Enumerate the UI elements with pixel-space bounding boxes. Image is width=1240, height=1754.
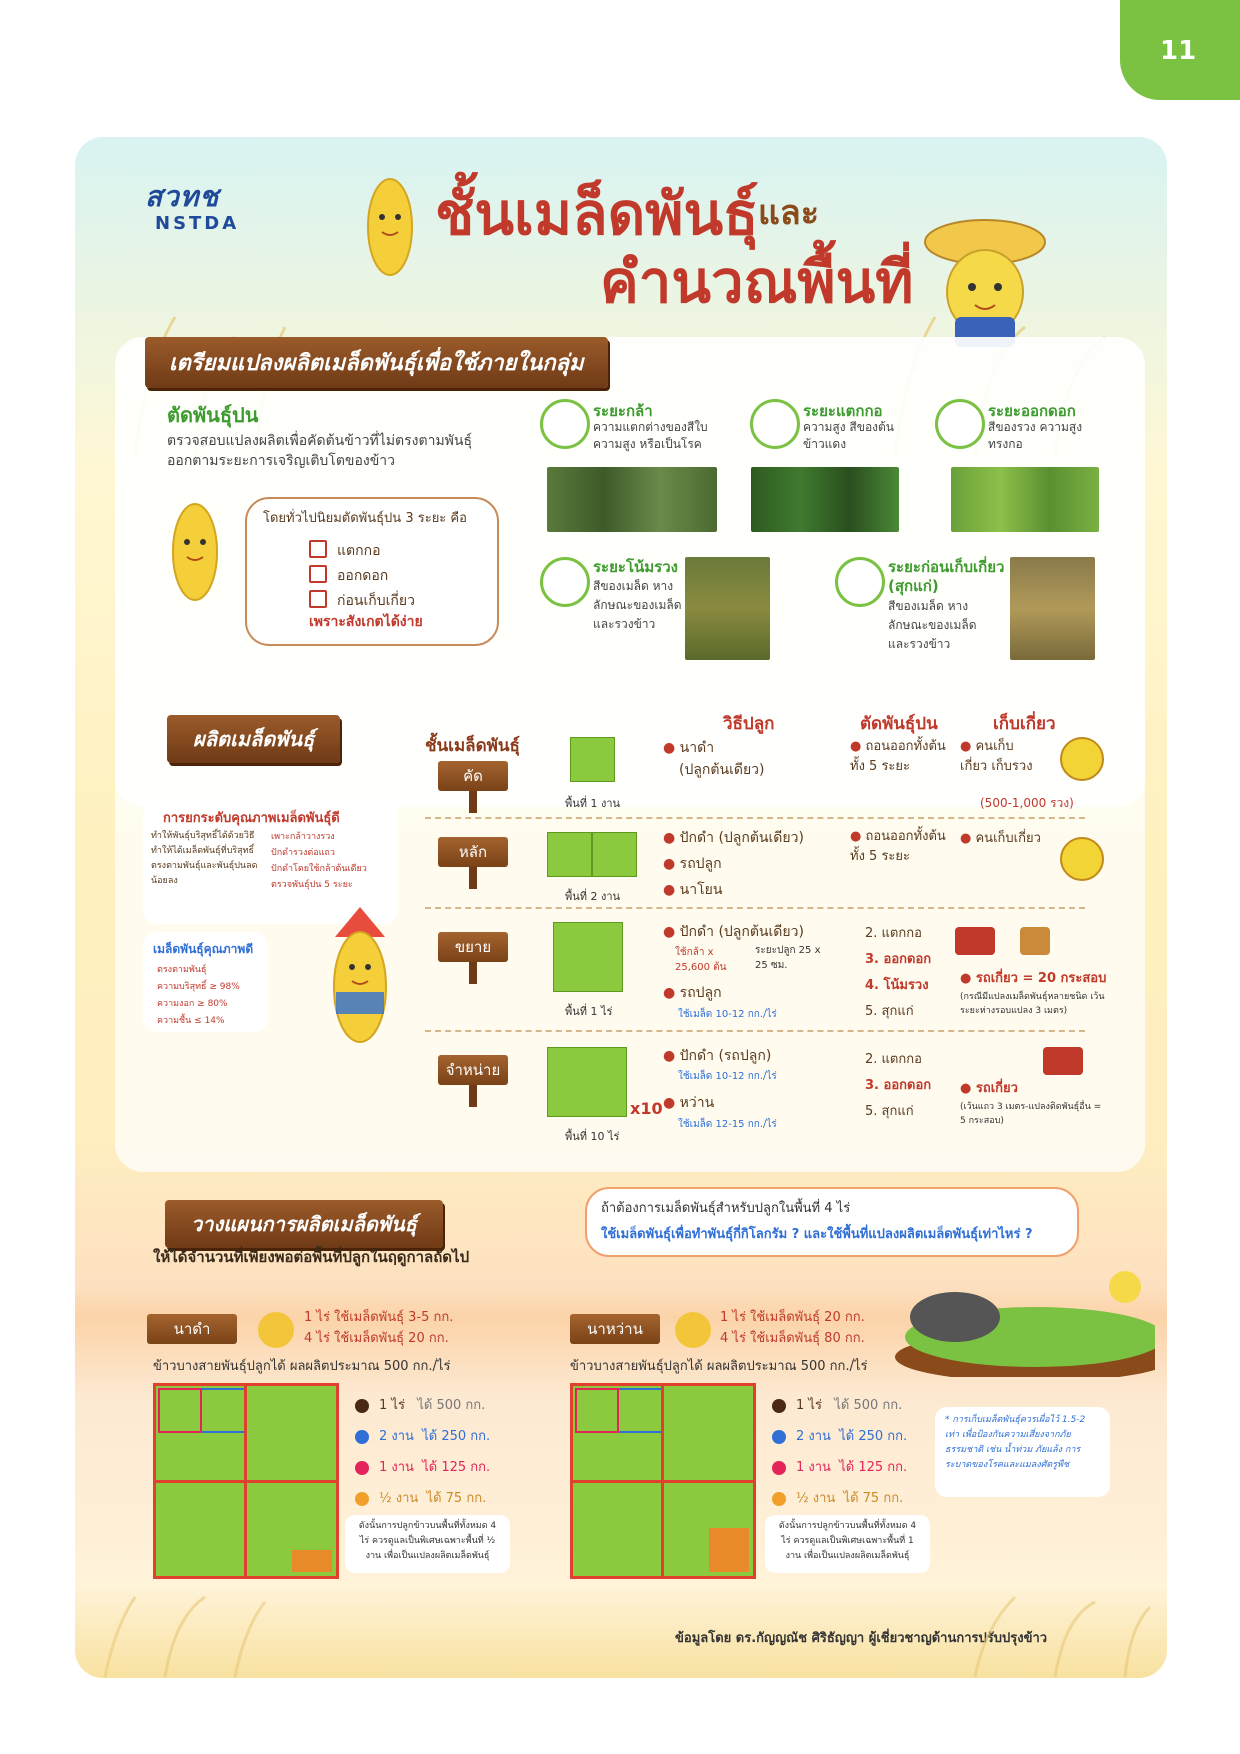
harvest-method: รถเกี่ยว = 20 กระสอบ <box>975 971 1107 986</box>
footnote-box: * การเก็บเมล็ดพันธุ์ควรเผื่อไว้ 1.5-2 เท่า เพื่อป้องกันความเสี่ยงจากภัยธรรมชาติ เช่น น้ำท่วม ภัยแล้ง การระบาดของโรคและแมลงศัตรูพืช <box>935 1407 1110 1497</box>
rice-field-decoration <box>75 1577 1167 1677</box>
legend-dot <box>355 1492 369 1506</box>
seed-rate: ใช้เมล็ด 10-12 กก./ไร่ <box>678 1009 777 1020</box>
method-item: ● ปักดำ (ปลูกต้นเดียว) <box>663 830 804 846</box>
plot-map-transplant <box>153 1383 339 1579</box>
good-seed-item: ความบริสุทธิ์ ≥ 98% <box>157 982 240 992</box>
row-divider <box>425 907 1085 909</box>
seed-rate: ใช้เมล็ด 10-12 กก./ไร่ <box>678 1071 777 1082</box>
seed-rate-line: 1 ไร่ ใช้เมล็ดพันธุ์ 20 กก. <box>720 1310 865 1325</box>
section1-banner: เตรียมแปลงผลิตเมล็ดพันธุ์เพื่อใช้ภายในกลุ่ม <box>145 337 608 388</box>
harvest-note: (500-1,000 รวง) <box>980 796 1074 810</box>
quality-item: ตรวจพันธุ์ปน 5 ระยะ <box>271 880 353 890</box>
rogue-stage: 3. ออกดอก <box>865 952 932 967</box>
seed-rate: ใช้เมล็ด 12-15 กก./ไร่ <box>678 1119 777 1130</box>
plot-grid-10-rai <box>547 1047 627 1117</box>
col-method: วิธีปลูก <box>723 714 775 734</box>
yield-legend-broadcast <box>772 1390 907 1514</box>
seed-rate-line: 1 ไร่ ใช้เมล็ดพันธุ์ 3-5 กก. <box>304 1310 454 1325</box>
legend-item: 1 งาน ได้ 125 กก. <box>772 1452 907 1483</box>
seed-rate-line: 4 ไร่ ใช้เมล็ดพันธุ์ 80 กก. <box>720 1331 865 1346</box>
farmer-mascot <box>910 197 1060 347</box>
legend-dot <box>772 1399 786 1413</box>
col-seed-class: ชั้นเมล็ดพันธุ์ <box>425 736 520 756</box>
rogue-stage: 3. ออกดอก <box>865 1078 932 1093</box>
rogue-stage: 4. โน้มรวง <box>865 978 929 993</box>
yield-legend-transplant <box>355 1390 490 1514</box>
legend-dot <box>772 1430 786 1444</box>
rogue-stages-bubble: โดยทั่วไปนิยมตัดพันธุ์ปน 3 ระยะ คือ แตกกอ ออกดอก ก่อนเก็บเกี่ยว เพราะสังเกตได้ง่าย <box>245 497 499 646</box>
seed-icon <box>258 1312 294 1348</box>
legend-dot <box>772 1461 786 1475</box>
check-icon <box>309 590 327 608</box>
seed-class-sign-foundation: หลัก <box>438 837 508 867</box>
method-item: ปักดำ (รถปลูก) <box>679 1048 772 1064</box>
row-divider <box>425 817 1085 819</box>
multiplier-label: x10 <box>630 1099 663 1118</box>
col-harvest: เก็บเกี่ยว <box>993 714 1056 734</box>
seed-icon <box>675 1312 711 1348</box>
area-1-ngan-highlight <box>709 1528 749 1572</box>
seed-class-sign-breeder: คัด <box>438 761 508 791</box>
seedling-count: ใช้กล้า x 25,600 ต้น <box>675 947 727 973</box>
harvest-note: (กรณีมีแปลงเมล็ดพันธุ์หลายชนิด เว้นระยะห่างรอบแปลง 3 เมตร) <box>960 992 1105 1016</box>
credit-line: ข้อมูลโดย ดร.กัญญณัช ศิริธัญญา ผู้เชี่ยวชาญด้านการปรับปรุงข้าว <box>675 1631 1048 1646</box>
page-number: 11 <box>1160 36 1197 66</box>
sign-post <box>469 962 477 984</box>
page-title-line2: คำนวณพื้นที่ <box>600 248 914 316</box>
bubble-item: ออกดอก <box>309 562 415 587</box>
rogue-heading: ตัดพันธุ์ปน <box>167 403 259 427</box>
good-seed-item: ความชื้น ≤ 14% <box>157 1016 225 1026</box>
quality-upgrade-box: การยกระดับคุณภาพเมล็ดพันธุ์ดี ทำให้พันธุ์บริสุทธิ์ได้ด้วยวิธี ทำให้ได้เมล็ดพันธุ์ที่บริสุทธิ์ ตรงตามพันธุ์และพันธุ์ปนลดน้อยลง เพาะกล้าวางรวง ปักดำรวงต่อแถว ปักดำโดยใช้กล้าต้นเดียว ตรวจพันธุ์ปน 5 ระยะ <box>143 799 398 924</box>
method-item: (ปลูกต้นเดียว) <box>679 762 765 778</box>
farmer-harvest-icon <box>1060 837 1104 881</box>
rogue-method: ถอนออกทั้งต้น ทั้ง 5 ระยะ <box>850 739 946 774</box>
plan-note-broadcast: ดังนั้นการปลูกข้าวบนพื้นที่ทั้งหมด 4 ไร่ ควรดูแลเป็นพิเศษเฉพาะพื้นที่ 1 งาน เพื่อเป็นแปลงผลิตเมล็ดพันธุ์ <box>765 1515 930 1573</box>
page-title-line1: ชั้นเมล็ดพันธุ์ <box>435 180 759 248</box>
page-number-tab <box>1120 0 1240 100</box>
method-item: หว่าน <box>679 1095 715 1111</box>
flowering-photo <box>951 467 1099 532</box>
quality-item: เพาะกล้าวางรวง <box>271 832 335 842</box>
quality-item: ปักดำรวงต่อแถว <box>271 848 335 858</box>
col-rogue: ตัดพันธุ์ปน <box>860 714 938 734</box>
method-item: รถปลูก <box>679 985 722 1001</box>
bubble-item: ก่อนเก็บเกี่ยว <box>309 587 415 612</box>
infographic-poster: สวทช NSTDA ชั้นเมล็ดพันธุ์ และ คำนวณพื้นที่ เตรียมแปลงผลิตเมล็ดพันธุ์เพื่อใช้ภายในกลุ่ม ตัดพันธุ์ปน ตรวจสอบแปลงผลิตเพื่อคัดต้นข้าวที่ไม่ตรงตามพันธุ์ออกตามระยะการเจริญเติบโตของข้าว โดยทั่วไปนิยมตัดพันธุ์ปน 3 ระยะ คือ แตกกอ ออกดอก ก่อนเก็บเกี่ยว เพราะสังเกตได้ง่าย ระยะกล้า ความแตกต่างของสีใบ ความสูง หรือเป็นโรค ระยะแตกกอ ความสูง สีของต้น ข้าวแดง ระยะออกดอก สีของรวง ความสูง ทรงกอ ระยะโน้มรวง สีของเมล็ด หาง ลักษณะของเมล็ด และรวงข้าว ระยะก่อนเก็บเกี่ยว (สุกแก่) สีของเมล็ด หาง ลักษณะของเมล็ด และรวงข้าว ผลิตเมล็ดพันธุ์ ชั้นเมล็ดพันธุ์ วิธีปลูก ตัดพันธุ์ปน เก็บเกี่ยว การยกระดับคุณภาพเมล็ดพันธุ์ดี ทำให้พันธุ์บริสุทธิ์ได้ด้วยวิธี ทำให้ได้เมล็ดพันธุ์ที่บริสุทธิ์ ตรงตามพันธุ์และพันธุ์ปนลดน้อยลง เพาะกล้าวางรวง ปักดำรวงต่อแถว ปักดำโดยใช้กล้าต้นเดียว ตรวจพันธุ์ปน 5 ระยะ เมล็ดพันธุ์คุณภาพดี ตรงตามพันธุ์ ความบริสุทธิ์ ≥ 98% ความงอก ≥ 80% ความชื้น ≤ 14% คัด พื้นที่ 1 งาน ● นาดำ (ปลูกต้นเดียว) ● ถอนออกทั้งต้น ทั้ง 5 ระยะ ● คนเก็บเกี่ยว เก็บรวง (500-1,000 รวง) หลัก พื้นที่ 2 งาน ● ปักดำ (ปลูกต้นเดียว) ● รถปลูก ● นาโยน ● ถอนออกทั้งต้น ทั้ง 5 ระยะ ● คนเก็บเกี่ยว ขยาย พื้นที่ 1 ไร่ ● ปักดำ (ปลูกต้นเดียว) ใช้กล้า x 25,600 ต้น ระยะปลูก 25 x 25 ซม. ● รถปลูก ใช้เมล็ด 10-12 กก./ไร่ 2. แตกกอ 3. ออกดอก 4. โน้มรวง 5. สุกแก่ ● รถเกี่ยว = 20 กระสอบ (กรณีมีแปลงเมล็ดพันธุ์หลายชนิด เว้นระยะห่างรอบแปลง 3 เมตร) จำหน่าย x10 พื้นที่ 10 ไร่ ● ปักดำ (รถปลูก) ใช้เมล็ด 10-12 กก./ไร่ ● หว่าน ใช้เมล็ด 12-15 กก./ไร่ 2. แตกกอ 3. ออกดอก 5. สุกแก่ ● รถเกี่ยว (เว้นแถว 3 เมตร-แปลงติดพันธุ์อื่น = 5 กระสอบ) วางแผนการผลิตเมล็ดพันธุ์ ให้ได้จำนวนที่เพียงพอต่อพื้นที่ปลูกในฤดูกาลถัดไป ถ้าต้องการเมล็ดพันธุ์สำหรับปลูกในพื้นที่ 4 ไร่ ใช้เมล็ดพันธุ์เพื่อทำพันธุ์กี่กิโลกรัม ? และใช้พื้นที่แปลงผลิตเมล็ดพันธุ์เท่าไหร่ ? นาดำ 1 ไร่ ใช้เมล็ดพันธุ์ 3-5 กก. 4 ไร่ ใช้เมล็ดพันธุ์ 20 กก. ข้าวบางสายพันธุ์ปลูกได้ ผลผลิตประมาณ 500 กก./ไร่ 1 ไร่ ได้ 500 กก. 2 งาน ได้ 250 กก. 1 งาน ได้ 125 กก. ½ งาน ได้ 75 กก. ดังนั้นการปลูกข้าวบนพื้นที่ทั้งหมด 4 ไร่ ควรดูแลเป็นพิเศษเฉพาะพื้นที่ ½ งาน เพื่อเป็นแปลงผลิตเมล็ดพันธุ์ นาหว่าน 1 ไร่ ใช้เมล็ดพันธุ์ 20 กก. 4 ไร่ ใช้เมล็ดพันธุ์ 80 กก. ข้าวบางสายพันธุ์ปลูกได้ ผลผลิตประมาณ 500 กก./ไร่ 1 ไร่ ได้ 500 กก. 2 งาน ได้ 250 กก. 1 งาน ได้ 125 กก. ½ งาน ได้ 75 กก. ดังนั้นการปลูกข้าวบนพื้นที่ทั้งหมด 4 ไร่ ควรดูแลเป็นพิเศษเฉพาะพื้นที่ 1 งาน เพื่อเป็นแปลงผลิตเมล็ดพันธุ์ * การเก็บเมล็ดพันธุ์ควรเผื่อไว้ 1.5-2 เท่า เพื่อป้องกันความเสี่ยงจากภัยธรรมชาติ เช่น น้ำท่วม ภัยแล้ง การระบาดของโรคและแมลงศัตรูพืช ข้อมูลโดย ดร.กัญญณัช ศิริธัญญา ผู้เชี่ยวชาญด้านการปรับปรุงข้าว <box>75 137 1167 1678</box>
rice-sack-icon <box>1020 927 1050 955</box>
rogue-description: ตรวจสอบแปลงผลิตเพื่อคัดต้นข้าวที่ไม่ตรงตามพันธุ์ออกตามระยะการเจริญเติบโตของข้าว <box>167 433 473 469</box>
farmer-harvest-icon <box>1060 737 1104 781</box>
rogue-stage: 5. สุกแก่ <box>865 1004 914 1019</box>
bubble-item: แตกกอ <box>309 537 415 562</box>
sign-post <box>469 867 477 889</box>
method-item: ● นาดำ <box>663 740 715 756</box>
spacing-note: ระยะปลูก 25 x 25 ซม. <box>755 945 821 971</box>
legend-item: 1 ไร่ ได้ 500 กก. <box>772 1390 907 1421</box>
legend-dot <box>355 1461 369 1475</box>
rogue-stage: 2. แตกกอ <box>865 1052 922 1067</box>
area-1-ngan-marker <box>575 1388 619 1433</box>
rice-grain-mascot <box>360 172 420 282</box>
harvest-note: (เว้นแถว 3 เมตร-แปลงติดพันธุ์อื่น = 5 กระสอบ) <box>960 1102 1102 1126</box>
seedling-icon <box>540 399 590 449</box>
thai-rice-mascot <box>320 897 400 1067</box>
plot-cell <box>592 832 637 877</box>
section3-banner: วางแผนการผลิตเมล็ดพันธุ์ <box>165 1200 443 1248</box>
good-seed-box: เมล็ดพันธุ์คุณภาพดี ตรงตามพันธุ์ ความบริสุทธิ์ ≥ 98% ความงอก ≥ 80% ความชื้น ≤ 14% <box>143 932 268 1032</box>
good-seed-item: ตรงตามพันธุ์ <box>157 965 207 975</box>
panicle-photo <box>685 557 770 660</box>
method-item: ปักดำ (ปลูกต้นเดียว) <box>679 924 804 940</box>
row-divider <box>425 1030 1085 1032</box>
plan-transplant-sign: นาดำ <box>147 1314 237 1344</box>
legend-item: 2 งาน ได้ 250 กก. <box>772 1421 907 1452</box>
check-icon <box>309 565 327 583</box>
area-label: พื้นที่ 10 ไร่ <box>565 1130 620 1143</box>
harvest-method: รถเกี่ยว <box>975 1081 1018 1096</box>
rogue-stage: 2. แตกกอ <box>865 926 922 941</box>
quality-item: ปักดำโดยใช้กล้าต้นเดียว <box>271 864 367 874</box>
plot-map-broadcast <box>570 1383 756 1579</box>
nstda-logo: สวทช NSTDA <box>145 180 240 234</box>
grain-icon <box>835 557 885 607</box>
area-half-ngan-marker <box>292 1550 332 1572</box>
plot-cell <box>547 832 592 877</box>
area-label: พื้นที่ 1 ไร่ <box>565 1005 613 1018</box>
plot-grid-1-rai <box>553 922 623 992</box>
plan-note-transplant: ดังนั้นการปลูกข้าวบนพื้นที่ทั้งหมด 4 ไร่ ควรดูแลเป็นพิเศษเฉพาะพื้นที่ ½ งาน เพื่อเป็นแปลงผลิตเมล็ดพันธุ์ <box>345 1515 510 1573</box>
method-item: ● นาโยน <box>663 882 723 898</box>
legend-item: 1 ไร่ ได้ 500 กก. <box>355 1390 490 1421</box>
section2-banner: ผลิตเมล็ดพันธุ์ <box>167 715 340 763</box>
tiller-icon <box>750 399 800 449</box>
rogue-method: ถอนออกทั้งต้น ทั้ง 5 ระยะ <box>850 829 946 864</box>
panicle-icon <box>540 557 590 607</box>
seed-class-sign-registered: ขยาย <box>438 932 508 962</box>
legend-item: 1 งาน ได้ 125 กก. <box>355 1452 490 1483</box>
tractor-icon <box>1043 1047 1083 1075</box>
legend-item: 2 งาน ได้ 250 กก. <box>355 1421 490 1452</box>
yield-note: ข้าวบางสายพันธุ์ปลูกได้ ผลผลิตประมาณ 500 กก./ไร่ <box>153 1359 451 1374</box>
legend-dot <box>772 1492 786 1506</box>
plan-broadcast-sign: นาหว่าน <box>570 1314 660 1344</box>
area-1-ngan-marker <box>158 1388 202 1433</box>
good-seed-item: ความงอก ≥ 80% <box>157 999 228 1009</box>
check-icon <box>309 540 327 558</box>
buffalo-plough-illustration <box>885 1257 1155 1377</box>
tiller-photo <box>751 467 899 532</box>
legend-dot <box>355 1430 369 1444</box>
sign-post <box>469 1085 477 1107</box>
yield-note: ข้าวบางสายพันธุ์ปลูกได้ ผลผลิตประมาณ 500 กก./ไร่ <box>570 1359 868 1374</box>
legend-dot <box>355 1399 369 1413</box>
ripening-photo <box>1010 557 1095 660</box>
seed-class-sign-distribution: จำหน่าย <box>438 1055 508 1085</box>
plot-grid-1-ngan <box>570 737 615 782</box>
area-label: พื้นที่ 1 งาน <box>565 797 621 810</box>
rice-grain-mascot-small <box>160 497 230 607</box>
legend-item: ½ งาน ได้ 75 กก. <box>772 1483 907 1514</box>
harvest-method: คนเก็บเกี่ยว เก็บรวง <box>960 739 1033 774</box>
seed-rate-line: 4 ไร่ ใช้เมล็ดพันธุ์ 20 กก. <box>304 1331 449 1346</box>
section3-subtitle: ให้ได้จำนวนที่เพียงพอต่อพื้นที่ปลูกในฤดูกาลถัดไป <box>153 1248 470 1266</box>
harvest-method: คนเก็บเกี่ยว <box>975 831 1041 846</box>
legend-item: ½ งาน ได้ 75 กก. <box>355 1483 490 1514</box>
seedling-photo <box>547 467 717 532</box>
page-title-and: และ <box>758 193 820 233</box>
sign-post <box>469 791 477 813</box>
question-bubble: ถ้าต้องการเมล็ดพันธุ์สำหรับปลูกในพื้นที่ 4 ไร่ ใช้เมล็ดพันธุ์เพื่อทำพันธุ์กี่กิโลกรัม ? และใช้พื้นที่แปลงผลิตเมล็ดพันธุ์เท่าไหร่ ? <box>585 1187 1079 1257</box>
flower-icon <box>935 399 985 449</box>
area-label: พื้นที่ 2 งาน <box>565 890 621 903</box>
method-item: ● รถปลูก <box>663 856 722 872</box>
tractor-icon <box>955 927 995 955</box>
rogue-stage: 5. สุกแก่ <box>865 1104 914 1119</box>
